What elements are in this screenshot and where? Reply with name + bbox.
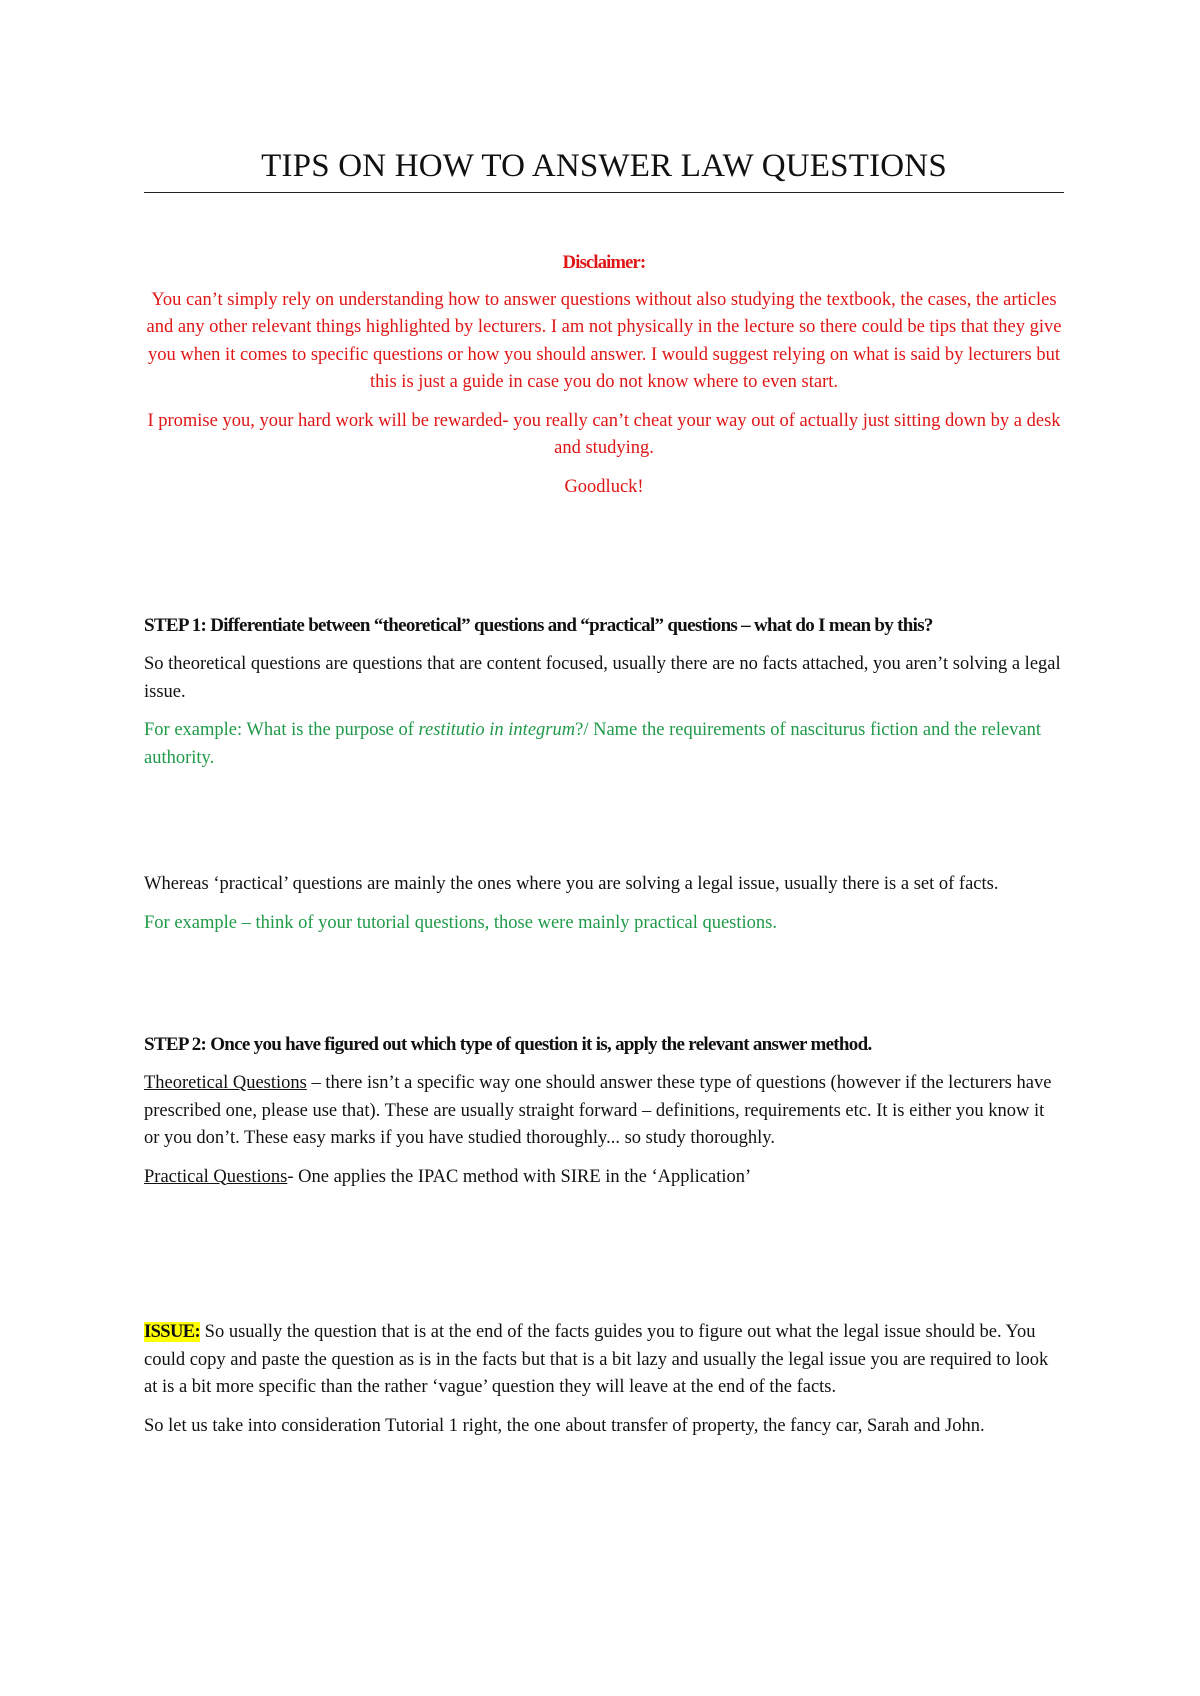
step1-example-1	[144, 717, 1064, 772]
step1-section	[144, 611, 1064, 783]
issue-label: ISSUE:	[144, 1322, 201, 1342]
practical-questions-text: - One applies the IPAC method with SIRE in the ‘Application’	[287, 1166, 752, 1187]
step2-heading: STEP 2: Once you have figured out which type of question it is, apply the relevant answer method.	[144, 1034, 872, 1055]
theoretical-questions-label: Theoretical Questions	[144, 1073, 307, 1093]
step1-practical-section	[144, 871, 1064, 948]
disclaimer-heading: Disclaimer:	[562, 253, 646, 273]
step1-heading: STEP 1: Differentiate between “theoretical” questions and “practical” questions – what do I mean by this?	[144, 615, 933, 636]
issue-section	[144, 1319, 1064, 1451]
issue-text: So usually the question that is at the end of the facts guides you to figure out what the legal issue should be. You could copy and paste the question as is in the facts but that is a bit lazy and usually the legal issue you are required to look at is a bit more specific than the rather ‘vague’ question they will leave at the end of the facts.	[144, 1322, 1049, 1397]
disclaimer-paragraph-1: You can’t simply rely on understanding how to answer questions without also studying the textbook, the cases, the articles and any other relevant things highlighted by lecturers. I am not physically in the lecture so there could be tips that they give you when it comes to specific questions or how you should answer. I would suggest relying on what is said by lecturers but this is just a guide in case you do not know where to even start.	[146, 289, 1062, 392]
example1-italic-term: restitutio in integrum	[418, 720, 576, 740]
title-underline	[144, 192, 1064, 193]
step1-example-2: For example – think of your tutorial questions, those were mainly practical questions.	[144, 912, 777, 933]
step2-theoretical-paragraph	[144, 1070, 1064, 1153]
issue-paragraph	[144, 1319, 1064, 1402]
step2-practical-paragraph	[144, 1164, 1064, 1192]
step1-theoretical-paragraph: So theoretical questions are questions that are content focused, usually there are no facts attached, you aren’t solving a legal issue.	[144, 654, 1061, 702]
practical-questions-label: Practical Questions	[144, 1166, 288, 1187]
tutorial-paragraph: So let us take into consideration Tutorial 1 right, the one about transfer of property, the fancy car, Sarah and John.	[144, 1415, 985, 1436]
step2-section	[144, 1030, 1064, 1202]
disclaimer-paragraph-2: I promise you, your hard work will be rewarded- you really can’t cheat your way out of actually just sitting down by a desk and studying.	[147, 410, 1061, 458]
example1-text-after: ?/ Name the requirements of nasciturus fiction and the relevant authority.	[144, 720, 1042, 768]
disclaimer-paragraph-3: Goodluck!	[564, 476, 644, 497]
example1-text-before: For example: What is the purpose of	[144, 720, 419, 740]
disclaimer-section	[144, 250, 1064, 512]
document-page	[144, 0, 1064, 1696]
step1-practical-paragraph: Whereas ‘practical’ questions are mainly the ones where you are solving a legal issue, usually there is a set of facts.	[144, 874, 999, 894]
document-title: TIPS ON HOW TO ANSWER LAW QUESTIONS	[261, 148, 947, 184]
theoretical-questions-text: – there isn’t a specific way one should answer these type of questions (however if the lecturers have prescribed one, please use that). These are usually straight forward – definitions, requirements etc. It is either you know it or you don’t. These easy marks if you have studied thoroughly... so study thoroughly.	[144, 1073, 1052, 1148]
